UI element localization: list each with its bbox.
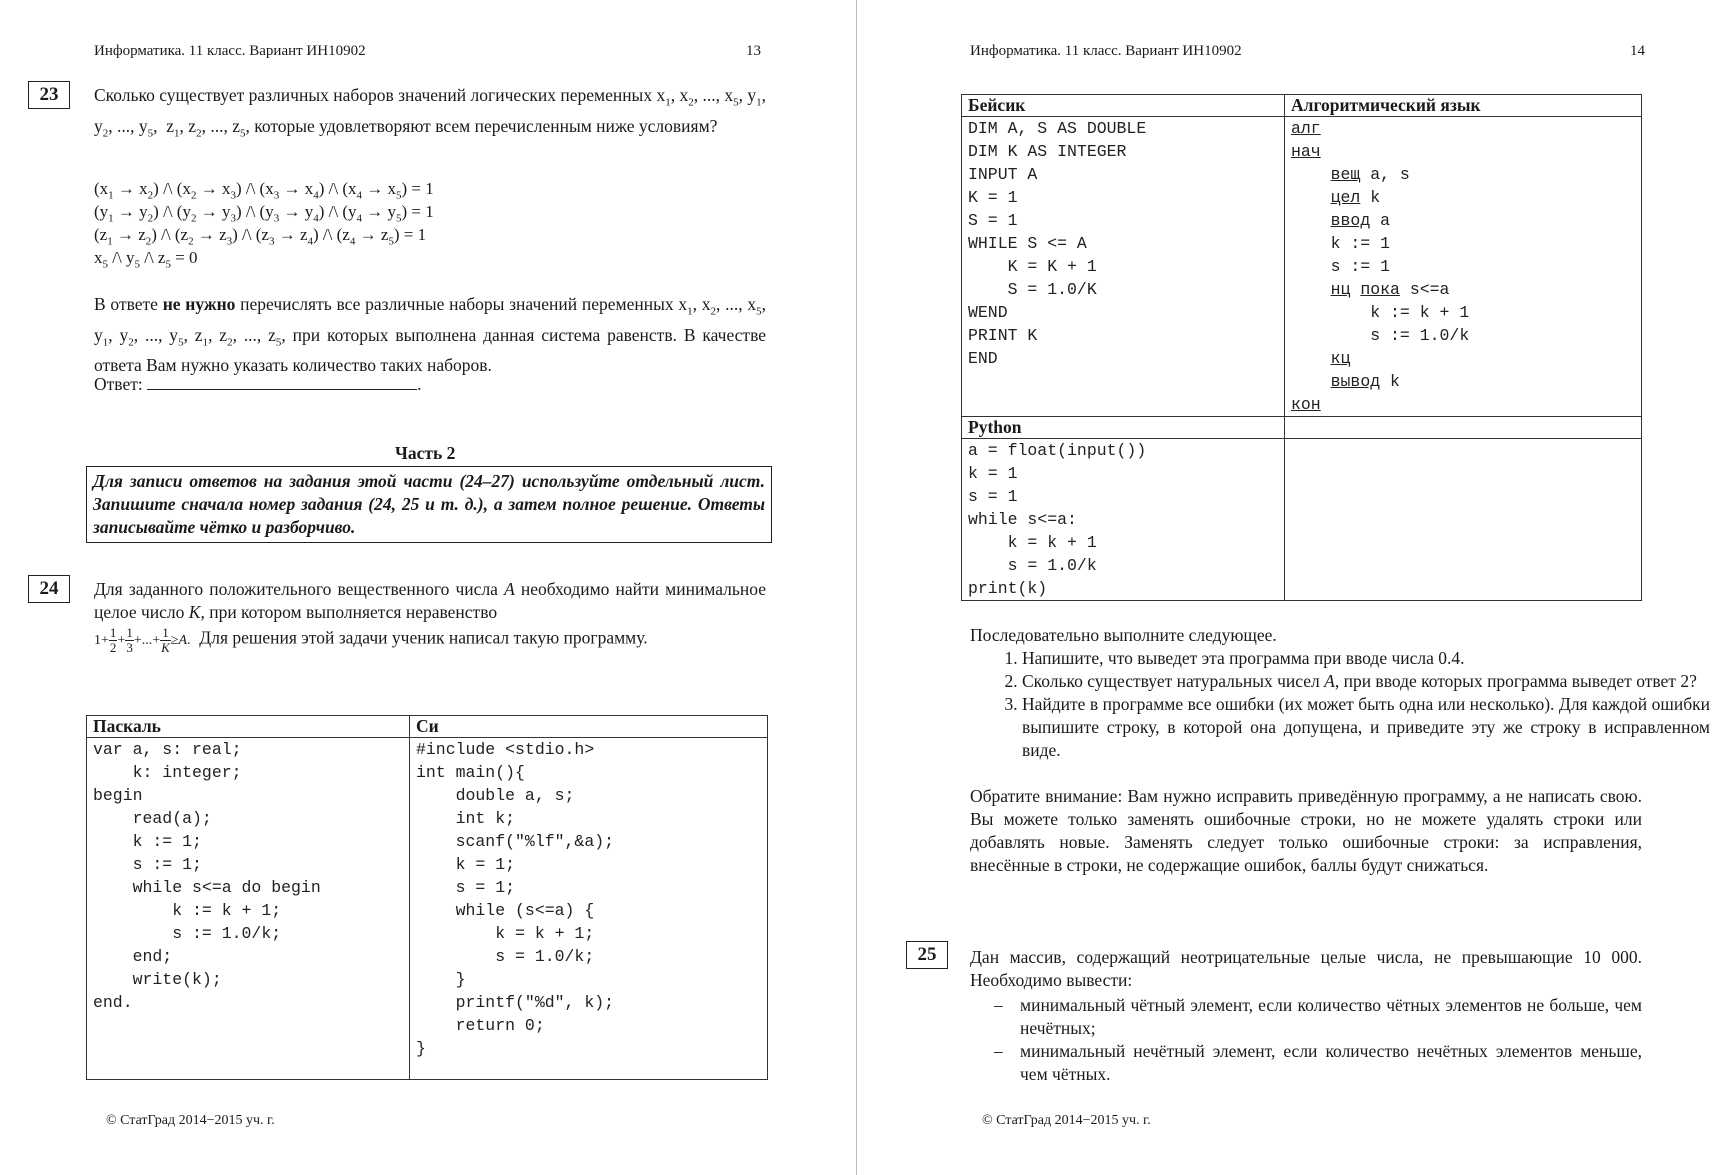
header-python: Python (962, 417, 1285, 439)
page-number: 14 (1630, 43, 1645, 59)
pascal-code: var a, s: real; k: integer; begin read(a); k := 1; s := 1; while s<=a do begin k := k + 1; s := 1.0/k; end; write(k); end. (93, 740, 321, 1012)
condition-1: – минимальный чётный элемент, если количество чётных элементов не больше, чем нечётных; (970, 994, 1642, 1040)
note-start: В ответе (94, 294, 158, 314)
answer-field[interactable] (147, 375, 417, 390)
header-basic: Бейсик (962, 95, 1285, 117)
page-header-title: Информатика. 11 класс. Вариант ИН10902 (94, 43, 366, 59)
page-spine (856, 0, 857, 1175)
note-tail: при которых выполнена данная система равенств. В качестве ответа Вам нужно указать количество таких наборов. (94, 324, 766, 375)
algo-code: алг нач вещ a, s цел k ввод a k := 1 s := 1 нц пока s<=a k := k + 1 s := 1.0/k кц вывод k кон (1291, 119, 1470, 414)
page-number: 13 (746, 43, 761, 59)
steps-list (974, 647, 1710, 762)
code-table-pascal-c (86, 715, 768, 1080)
attention-note: Обратите внимание: Вам нужно исправить приведённую программу, а не написать свою. Вы можете только заменять ошибочные строки, но не можете удалять строки или добавлять новые. Заменять следует только ошибочные строки: за исправления, внесённые в строки, не содержащие ошибок, баллы будут снижаться. (970, 786, 1642, 875)
step-3: 3. Найдите в программе все ошибки (их может быть одна или несколько). Для каждой ошибки выпишите строку, в которой она допущена, и приведите эту же строку в исправленном виде. (1022, 693, 1710, 762)
part2-title: Часть 2 (395, 443, 456, 463)
note-bold: не нужно (162, 294, 236, 314)
answer-label: Ответ: (94, 374, 143, 394)
task-number-24: 24 (28, 575, 70, 603)
equation-z: $(z_1 \to z_2)$ /\ $(z_2 \to z_3)$ /\ $(z_3 \to z_4)$ /\ $(z_4 \to z_5) = 1$ (94, 225, 427, 248)
footer-right: © СтатГрад 2014−2015 уч. г. (982, 1113, 1151, 1128)
python-code: a = float(input()) k = 1 s = 1 while s<=a: k = k + 1 s = 1.0/k print(k) (968, 441, 1147, 598)
equation-x: $(x_1 \to x_2)$ /\ $(x_2 \to x_3)$ /\ $(x_3 \to x_4)$ /\ $(x_4 \to x_5) = 1$ (94, 179, 434, 202)
inequality-formula: 1+ $\frac{1}{2}$ + $\frac{1}{3}$ +...+ $\frac{1}{K}$ ≥A. (94, 625, 191, 655)
task24-text-1: Для заданного положительного вещественного числа (94, 579, 498, 599)
task24-text-3: , при котором выполняется неравенство (200, 602, 498, 622)
steps-intro: Последовательно выполните следующее. (970, 625, 1277, 645)
footer-left: © СтатГрад 2014−2015 уч. г. (106, 1113, 275, 1128)
step-2 (1022, 670, 1710, 693)
var-k: K (188, 602, 201, 622)
header-algo: Алгоритмический язык (1285, 95, 1642, 117)
task23-question-text: Сколько существует различных наборов значений логических переменных x (94, 85, 666, 105)
task24-inequality-row (94, 626, 766, 655)
part2-instructions: Для записи ответов на задания этой части (24–27) используйте отдельный лист. Запишите сначала номер задания (24, 25 и т. д.), а затем полное решение. Ответы записывайте чётко и разборчиво. (86, 466, 772, 543)
step-1: 1. Напишите, что выведет эта программа при вводе числа 0.4. (1022, 647, 1710, 670)
equation-y: $(y_1 \to y_2)$ /\ $(y_2 \to y_3)$ /\ $(y_3 \to y_4)$ /\ $(y_4 \to y_5) = 1$ (94, 202, 434, 225)
task25-text: Дан массив, содержащий неотрицательные целые числа, не превышающие 10 000. Необходимо вывести: (970, 947, 1642, 990)
equation-final: $x_5$ /\ $y_5$ /\ $z_5 = 0$ (94, 248, 198, 271)
task-number-23: 23 (28, 81, 70, 109)
task23-note: В ответе не нужно перечислять все различные наборы значений переменных $x_1$, $x_2$, ..., $x_5$, $y_1$, $y_2$, ..., $y_5$, $z_1$, $z_2$, ..., $z_5$, при которых выполнена данная система равенств. В качестве ответа Вам нужно указать количество таких наборов. (94, 294, 767, 375)
task24-text-2: необходимо найти минимальное целое число (94, 579, 766, 622)
page-14 (858, 0, 1712, 1175)
task23-question-tail: перечисленным ниже условиям? (474, 115, 718, 136)
note-end: перечислять все различные наборы значений переменных (240, 294, 674, 314)
step-2-text-a: Сколько существует натуральных чисел (1022, 671, 1320, 691)
task23-question: Сколько существует различных наборов значений логических переменных $x_1$, $x_2$, ..., $x_5$, $y_1$, $y_2$, ..., $y_5$, $z_1$, $z_2$, ..., $z_5$, которые удовлетворяют всем перечисленным ниже условиям? (94, 85, 767, 139)
code-table-basic-algo-python (961, 94, 1642, 601)
task-number-25: 25 (906, 941, 948, 969)
var-a: A (504, 579, 515, 599)
task24-text-4: Для решения этой задачи ученик написал такую программу. (199, 627, 648, 648)
header-c: Си (410, 716, 768, 738)
task25-conditions (970, 994, 1642, 1086)
step-2-var: A (1324, 671, 1335, 691)
header-pascal: Паскаль (87, 716, 410, 738)
page-header-title: Информатика. 11 класс. Вариант ИН10902 (970, 43, 1242, 59)
condition-2: – минимальный нечётный элемент, если количество нечётных элементов меньше, чем чётных. (970, 1040, 1642, 1086)
step-2-text-b: , при вводе которых программа выведет ответ 2? (1334, 671, 1697, 691)
answer-row: Ответ: . (94, 374, 422, 394)
task24-text (94, 578, 766, 624)
basic-code: DIM A, S AS DOUBLE DIM K AS INTEGER INPUT A K = 1 S = 1 WHILE S <= A K = K + 1 S = 1.0/K WEND PRINT K END (968, 119, 1147, 368)
c-code: #include <stdio.h> int main(){ double a, s; int k; scanf("%lf",&a); k = 1; s = 1; while (s<=a) { k = k + 1; s = 1.0/k; } printf("%d", k); return 0; } (416, 740, 615, 1058)
